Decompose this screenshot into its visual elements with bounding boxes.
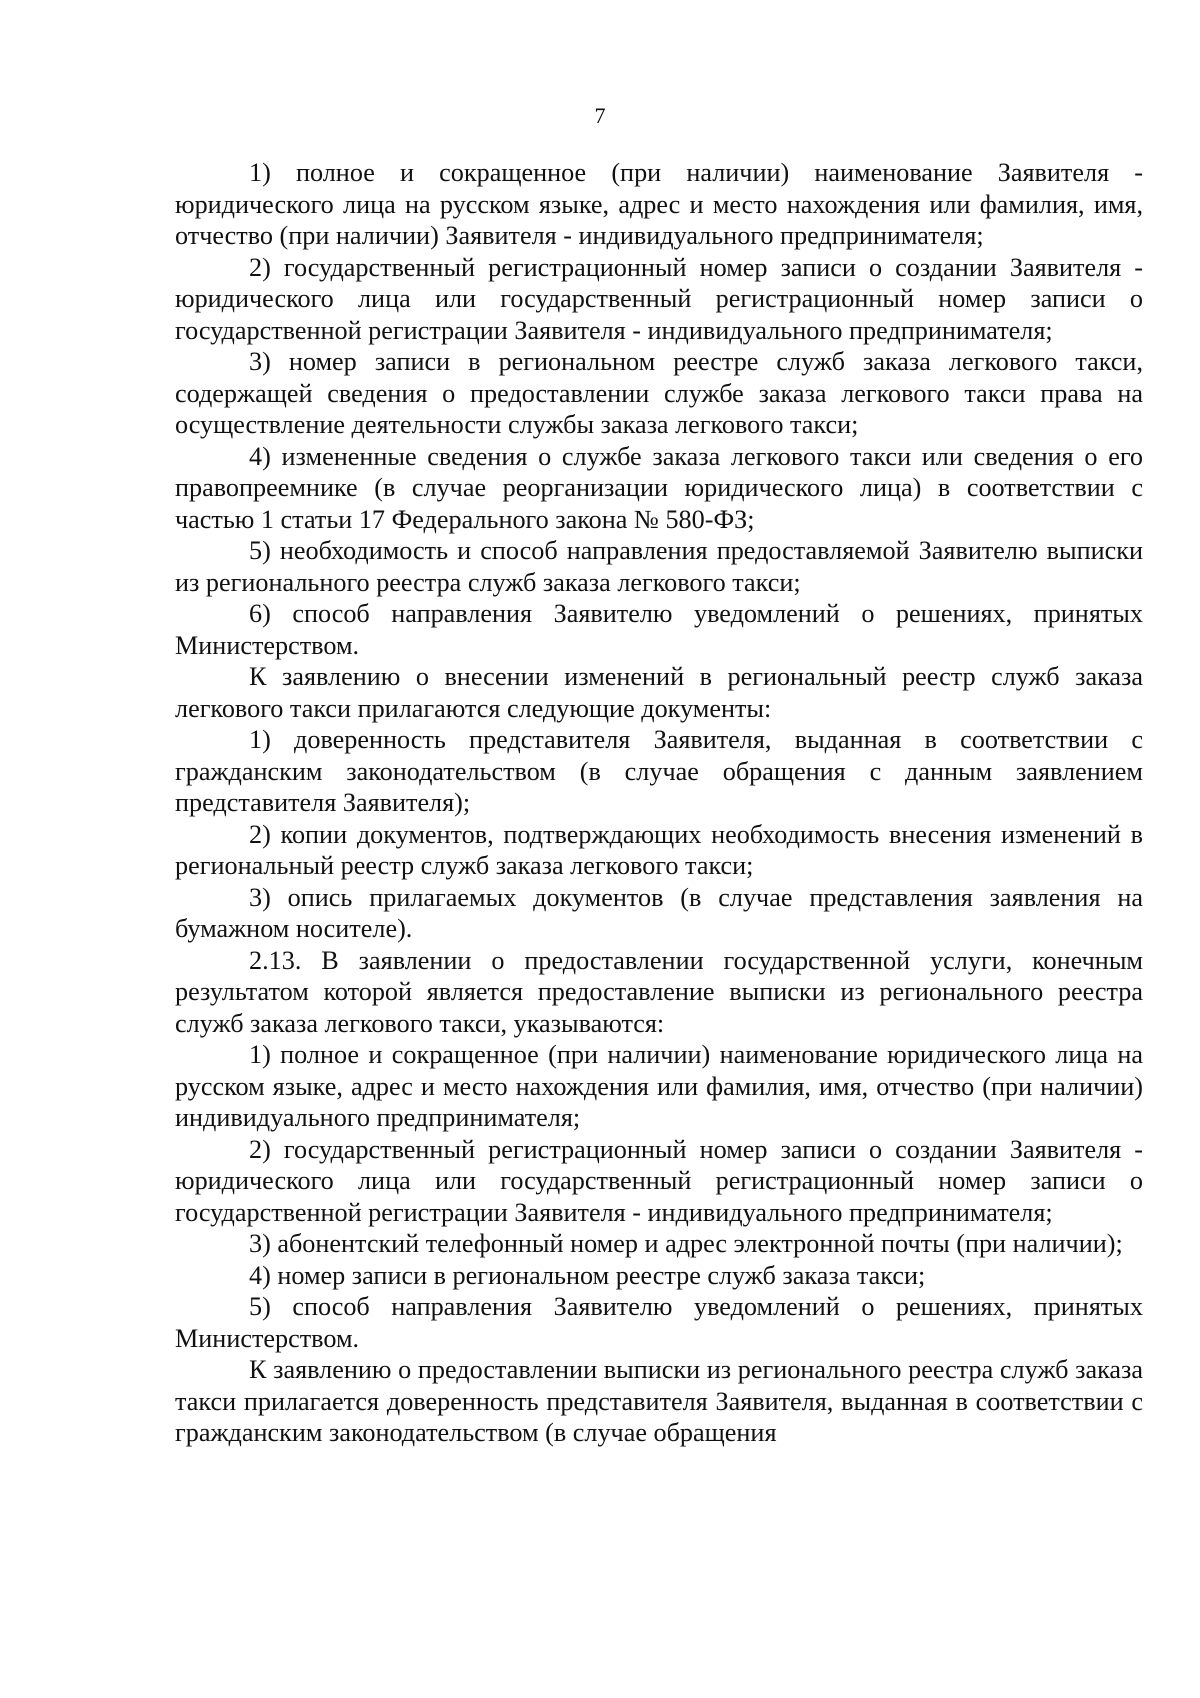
paragraph: 2.13. В заявлении о предоставлении государственной услуги, конечным результатом которой является предоставление выписки из регионального реестра служб заказа легкового такси, указываются: xyxy=(175,945,1143,1038)
paragraph: 4) измененные сведения о службе заказа легкового такси или сведения о его правопреемнике (в случае реорганизации юридического лица) в соответствии с частью 1 статьи 17 Федерального закона № 580-ФЗ; xyxy=(175,441,1143,534)
paragraph: 5) необходимость и способ направления предоставляемой Заявителю выписки из регионального реестра служб заказа легкового такси; xyxy=(175,536,1143,597)
document-body xyxy=(175,157,1143,1449)
page-number: 7 xyxy=(594,103,606,128)
paragraph: 4) номер записи в региональном реестре служб заказа такси; xyxy=(249,1260,926,1290)
paragraph: 1) доверенность представителя Заявителя, выданная в соответствии с гражданским законодательством (в случае обращения с данным заявлением представителя Заявителя); xyxy=(175,725,1143,817)
paragraph: 1) полное и сокращенное (при наличии) наименование Заявителя - юридического лица на русском языке, адрес и место нахождения или фамилия, имя, отчество (при наличии) Заявителя - индивидуального предпринимателя; xyxy=(175,158,1143,250)
paragraph: К заявлению о внесении изменений в региональный реестр служб заказа легкового такси прилагаются следующие документы: xyxy=(175,662,1143,723)
paragraph: 1) полное и сокращенное (при наличии) наименование юридического лица на русском языке, адрес и место нахождения или фамилия, имя, отчество (при наличии) индивидуального предпринимателя; xyxy=(175,1040,1143,1132)
paragraph: 3) абонентский телефонный номер и адрес электронной почты (при наличии); xyxy=(249,1229,1123,1258)
paragraph: 2) государственный регистрационный номер записи о создании Заявителя - юридического лица или государственный регистрационный номер записи о государственной регистрации Заявителя - индивидуального предпринимателя; xyxy=(175,1134,1143,1227)
paragraph: 2) копии документов, подтверждающих необходимость внесения изменений в региональный реестр служб заказа легкового такси; xyxy=(175,819,1143,880)
paragraph: 3) опись прилагаемых документов (в случае представления заявления на бумажном носителе). xyxy=(175,882,1143,943)
paragraph: 2) государственный регистрационный номер записи о создании Заявителя - юридического лица или государственный регистрационный номер записи о государственной регистрации Заявителя - индивидуального предпринимателя; xyxy=(175,252,1143,345)
paragraph: 6) способ направления Заявителю уведомлений о решениях, принятых Министерством. xyxy=(175,599,1143,660)
paragraph: 5) способ направления Заявителю уведомлений о решениях, принятых Министерством. xyxy=(175,1292,1143,1353)
paragraph: 3) номер записи в региональном реестре служб заказа легкового такси, содержащей сведения о предоставлении службе заказа легкового такси права на осуществление деятельности службы заказа легкового такси; xyxy=(175,347,1143,439)
paragraph: К заявлению о предоставлении выписки из регионального реестра служб заказа такси прилагается доверенность представителя Заявителя, выданная в соответствии с гражданским законодательством (в случае обращения xyxy=(175,1355,1143,1447)
